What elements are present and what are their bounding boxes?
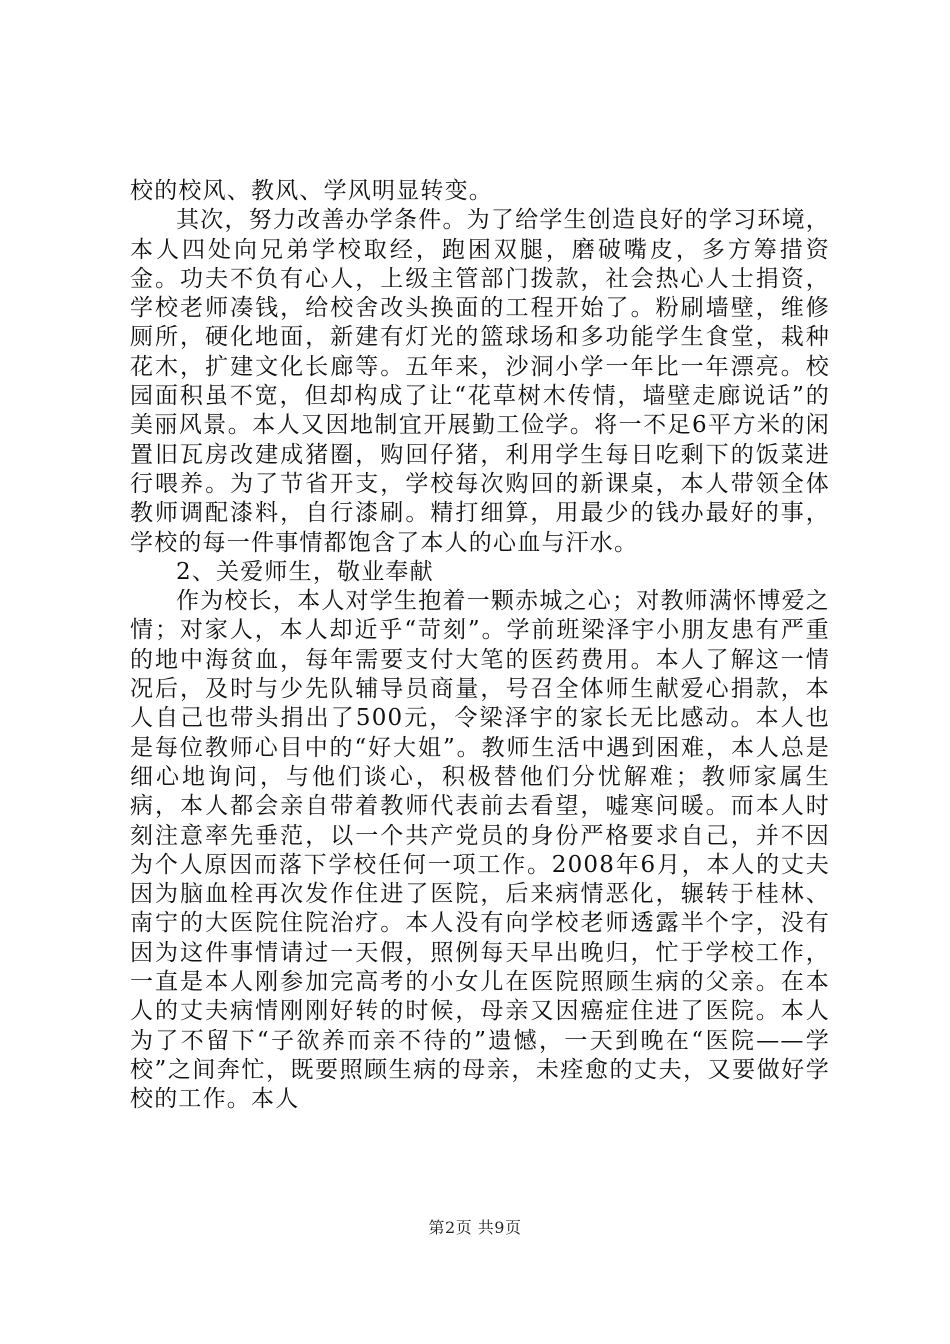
paragraph-continuation: 校的校风、教风、学风明显转变。 [130, 178, 493, 204]
document-body [130, 177, 830, 1115]
paragraph-school-conditions: 其次，努力改善办学条件。为了给学生创造良好的学习环境，本人四处向兄弟学校取经，跑困双腿，磨破嘴皮，多方筹措资金。功夫不负有心人，上级主管部门拨款，社会热心人士捐资，学校老师凑钱，给校舍改头换面的工程开始了。粉刷墙壁，维修厕所，硬化地面，新建有灯光的篮球场和多功能学生食堂，栽种花木，扩建文化长廊等。五年来，沙洞小学一年比一年漂亮。校园面积虽不宽，但却构成了让“花草树木传情，墙壁走廊说话”的美丽风景。本人又因地制宜开展勤工俭学。将一不足6平方米的闲置旧瓦房改建成猪圈，购回仔猪，利用学生每日吃剩下的饭菜进行喂养。为了节省开支，学校每次购回的新课桌，本人带领全体教师调配漆料，自行漆刷。精打细算，用最少的钱办最好的事，学校的每一件事情都饱含了本人的心血与汗水。 [130, 207, 830, 556]
paragraph-care-dedication: 作为校长，本人对学生抱着一颗赤城之心；对教师满怀博爱之情；对家人，本人却近乎“苛刻”。学前班梁泽宇小朋友患有严重的地中海贫血，每年需要支付大笔的医药费用。本人了解这一情况后，及时与少先队辅导员商量，号召全体师生献爱心捐款，本人自己也带头捐出了500元，令梁泽宇的家长无比感动。本人也是每位教师心目中的“好大姐”。教师生活中遇到困难，本人总是细心地询问，与他们谈心，积极替他们分忧解难；教师家属生病，本人都会亲自带着教师代表前去看望，嘘寒问暖。而本人时刻注意率先垂范，以一个共产党员的身份严格要求自己，并不因为个人原因而落下学校任何一项工作。2008年6月，本人的丈夫因为脑血栓再次发作住进了医院，后来病情恶化，辗转于桂林、南宁的大医院住院治疗。本人没有向学校老师透露半个字，没有因为这件事情请过一天假，照例每天早出晚归，忙于学校工作，一直是本人刚参加完高考的小女儿在医院照顾生病的父亲。在本人的丈夫病情刚刚好转的时候，母亲又因癌症住进了医院。本人为了不留下“子欲养而亲不待的”遗憾，一天到晚在“医院——学校”之间奔忙，既要照顾生病的母亲，未痊愈的丈夫，又要做好学校的工作。本人 [130, 588, 830, 1113]
page-footer: 第2页 共9页 [428, 1218, 522, 1237]
section-heading: 2、关爱师生，敬业奉献 [176, 558, 434, 585]
